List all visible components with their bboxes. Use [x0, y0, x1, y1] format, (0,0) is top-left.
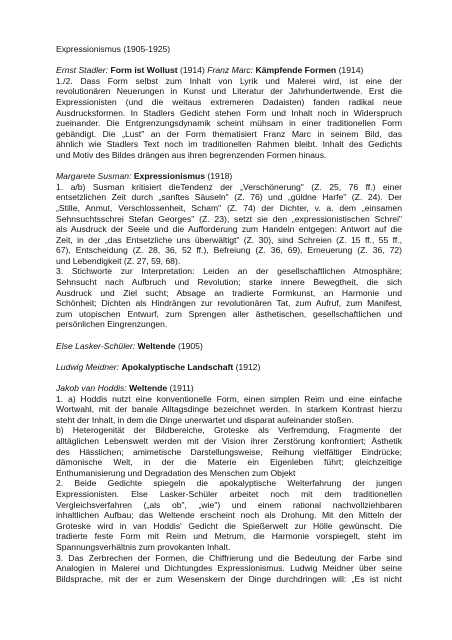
- work-title: Kämpfende Formen: [255, 65, 337, 76]
- section-heading: [56, 65, 402, 76]
- author-name: Ludwig Meidner:: [56, 361, 122, 372]
- document-body: [56, 65, 402, 584]
- body-text-line: b) Heterogenität der Bildbereiche, Groteske als Verfremdung, Fragmente der: [56, 425, 402, 436]
- body-text-line: des Hässlichen; amimetische Darstellungsweise, Reihung vielfältiger Eindrücke;: [56, 446, 402, 457]
- body-text-line: entsetzlichen Zeit durch „sanftes Säuseln" (Z. 76) und „güldne Harfe" (Z. 24). Der: [56, 192, 402, 203]
- author-name: Jakob van Hoddis:: [56, 383, 130, 393]
- body-text-line: ähnlich wie Stadlers Text noch im traditionellen Rahmen bleibt. Inhalt des Gedichts: [56, 139, 402, 150]
- work-year: (1914): [177, 65, 208, 76]
- work-title: Expressionismus: [133, 171, 206, 182]
- body-text-line: Zeit, in der „das Entsetzliche uns überwältigt" (Z. 30), sind Schreien (Z. 15 ff., 55 ff.,: [56, 234, 402, 245]
- work-title: Weltende: [137, 340, 176, 351]
- section-heading: [56, 341, 402, 352]
- body-text-line: tradierte feste Form mit Reim und Metrum, die Harmonie vorspiegelt, steht im: [56, 531, 402, 542]
- body-text-line: „Stille, Anmut, Verschlossenheit, Scham" (Z. 74) der Dichter, v. a. dem „einsamen: [56, 202, 402, 213]
- body-text-line: 3. Das Zerbrechen der Formen, die Chiffrierung und die Bedeutung der Farbe sind: [56, 552, 402, 563]
- body-text-line: alltäglichen Lebenswelt werden mit der Vision ihrer Zerstörung konfrontiert; Ästhetik: [56, 435, 402, 446]
- body-text-line: Sehnsucht nach Aufbruch und Revolution; starke innere Bewegtheit, die sich: [56, 277, 402, 288]
- work-year: (1912): [233, 361, 261, 372]
- body-text-line: 1. a) Hoddis nutzt eine konventionelle Form, einen simplen Reim und eine einfache: [56, 393, 402, 404]
- body-text-line: Expressionisten (und die weitaus extremeren Dadaisten) fanden radikal neue: [56, 96, 402, 107]
- section-heading: [56, 383, 402, 394]
- spacer: [56, 161, 402, 172]
- work-title: Weltende: [129, 383, 168, 393]
- spacer: [56, 330, 402, 341]
- spacer: [56, 372, 402, 383]
- body-text-line: 1. a/b) Susman kritisiert dieTendenz der „Verschönerung" (Z. 25, 76 ff.) einer: [56, 181, 402, 192]
- body-text-line: zueinander. Die Entgrenzungsdynamik scheint mühsam in einer traditionellen Form: [56, 118, 402, 129]
- body-text-line: Wortwahl, mit der banale Alltagsdinge bezeichnet werden. In starkem Kontrast hierzu: [56, 404, 402, 415]
- section-heading: [56, 171, 402, 182]
- work-year: (1905): [175, 340, 203, 351]
- body-text-line: Vergleichsverfahren („als ob", „wie") und einem rational nachvollziehbaren: [56, 499, 402, 510]
- document-title: Expressionismus (1905-1925): [56, 44, 171, 54]
- spacer: [56, 55, 402, 66]
- body-text-line: gebändigt. Die „Lust" an der Form thematisiert Franz Marc in seinem Bild, das: [56, 128, 402, 139]
- body-text-line: Ausdruck und Ziel sucht; Absage an tradierte Formkunst, an Harmonie und: [56, 287, 402, 298]
- body-text-line: Spannungsverhältnis zum provokanten Inhalt.: [56, 541, 231, 552]
- body-text-line: 3. Stichworte zur Interpretation: Leiden an der gesellschaftlichen Atmosphäre;: [56, 266, 402, 277]
- body-text-line: zum utopischen Entwurf, zum Sprengen aller ästhetischen, gesellschaftlichen und: [56, 308, 402, 319]
- body-text-line: Ausdrucksformen. In Stadlers Gedicht stehen Form und Inhalt noch in Widerspruch: [56, 107, 402, 118]
- body-text-line: Analogien in Malerei und Dichtungdes Expressionismus. Ludwig Meidner über seine: [56, 563, 402, 574]
- body-text-line: steht der Inhalt, in dem die Dinge unerwartet und disparat aufeinander stoßen.: [56, 414, 354, 425]
- body-text-line: Expressionisten. Else Lasker-Schüler arbeitet noch mit dem traditionellen: [56, 488, 402, 499]
- author-name: Margarete Susman:: [56, 171, 134, 182]
- body-text-line: inhaltlichen Aufbau; das Weltende erscheint noch als Drohung. Mit den Mitteln der: [56, 510, 402, 521]
- body-text-line: Bildsprache, mit der er zum Wesenskern der Dinge durchdringen will: „Es ist nicht: [56, 573, 402, 584]
- body-text-line: Schönheit; Dichten als Hindrängen zur revolutionären Tat, zum Aufruf, zum Manifest,: [56, 298, 402, 309]
- body-text-line: revolutionären Neuerungen in Kunst und Literatur der Jahrhundertwende. Erst die: [56, 86, 402, 97]
- author-name: Franz Marc:: [207, 65, 256, 76]
- spacer: [56, 351, 402, 362]
- author-name: Ernst Stadler:: [56, 65, 111, 76]
- body-text-line: 67), Entscheidung (Z. 28, 36, 52 ff.), Befreiung (Z. 36, 69), Erneuerung (Z. 36, 72): [56, 245, 402, 256]
- body-text-line: Enthumanisierung und Degradation des Menschen zum Objekt: [56, 467, 296, 478]
- body-text-line: 2. Beide Gedichte spiegeln die apokalyptische Welterfahrung der jungen: [56, 478, 402, 489]
- body-text-line: und Lebendigkeit (Z. 27, 59, 68).: [56, 255, 181, 266]
- body-text-line: dämonische Welt, in der die Materie ein Eigenleben führt; gleichzeitige: [56, 457, 402, 468]
- author-name: Else Lasker-Schüler:: [56, 340, 138, 351]
- work-year: (1918): [205, 171, 233, 182]
- body-text-line: persönlichen Eingrenzungen.: [56, 319, 168, 330]
- work-title: Form ist Wollust: [110, 65, 178, 76]
- body-text-line: Sehnsuchtsschrei Stefan Georges" (Z. 23), setzt sie den „expressionistischen Schrei": [56, 213, 402, 224]
- body-text-line: als Ausdruck der Seele und die Aufforderung zum Handeln entgegen: Antwort auf die: [56, 224, 402, 235]
- section-heading: [56, 362, 402, 373]
- body-text-line: 1./2. Dass Form selbst zum Inhalt von Lyrik und Malerei wird, ist eine der: [56, 75, 402, 86]
- work-year: (1914): [336, 65, 364, 76]
- body-text-line: Groteske wird in van Hoddis' Gedicht die Spießerwelt zur Hölle gewünscht. Die: [56, 520, 402, 531]
- body-text-line: und Motiv des Bildes drängen aus ihren begrenzenden Formen hinaus.: [56, 149, 327, 160]
- work-year: (1911): [167, 383, 194, 393]
- work-title: Apokalyptische Landschaft: [121, 361, 234, 372]
